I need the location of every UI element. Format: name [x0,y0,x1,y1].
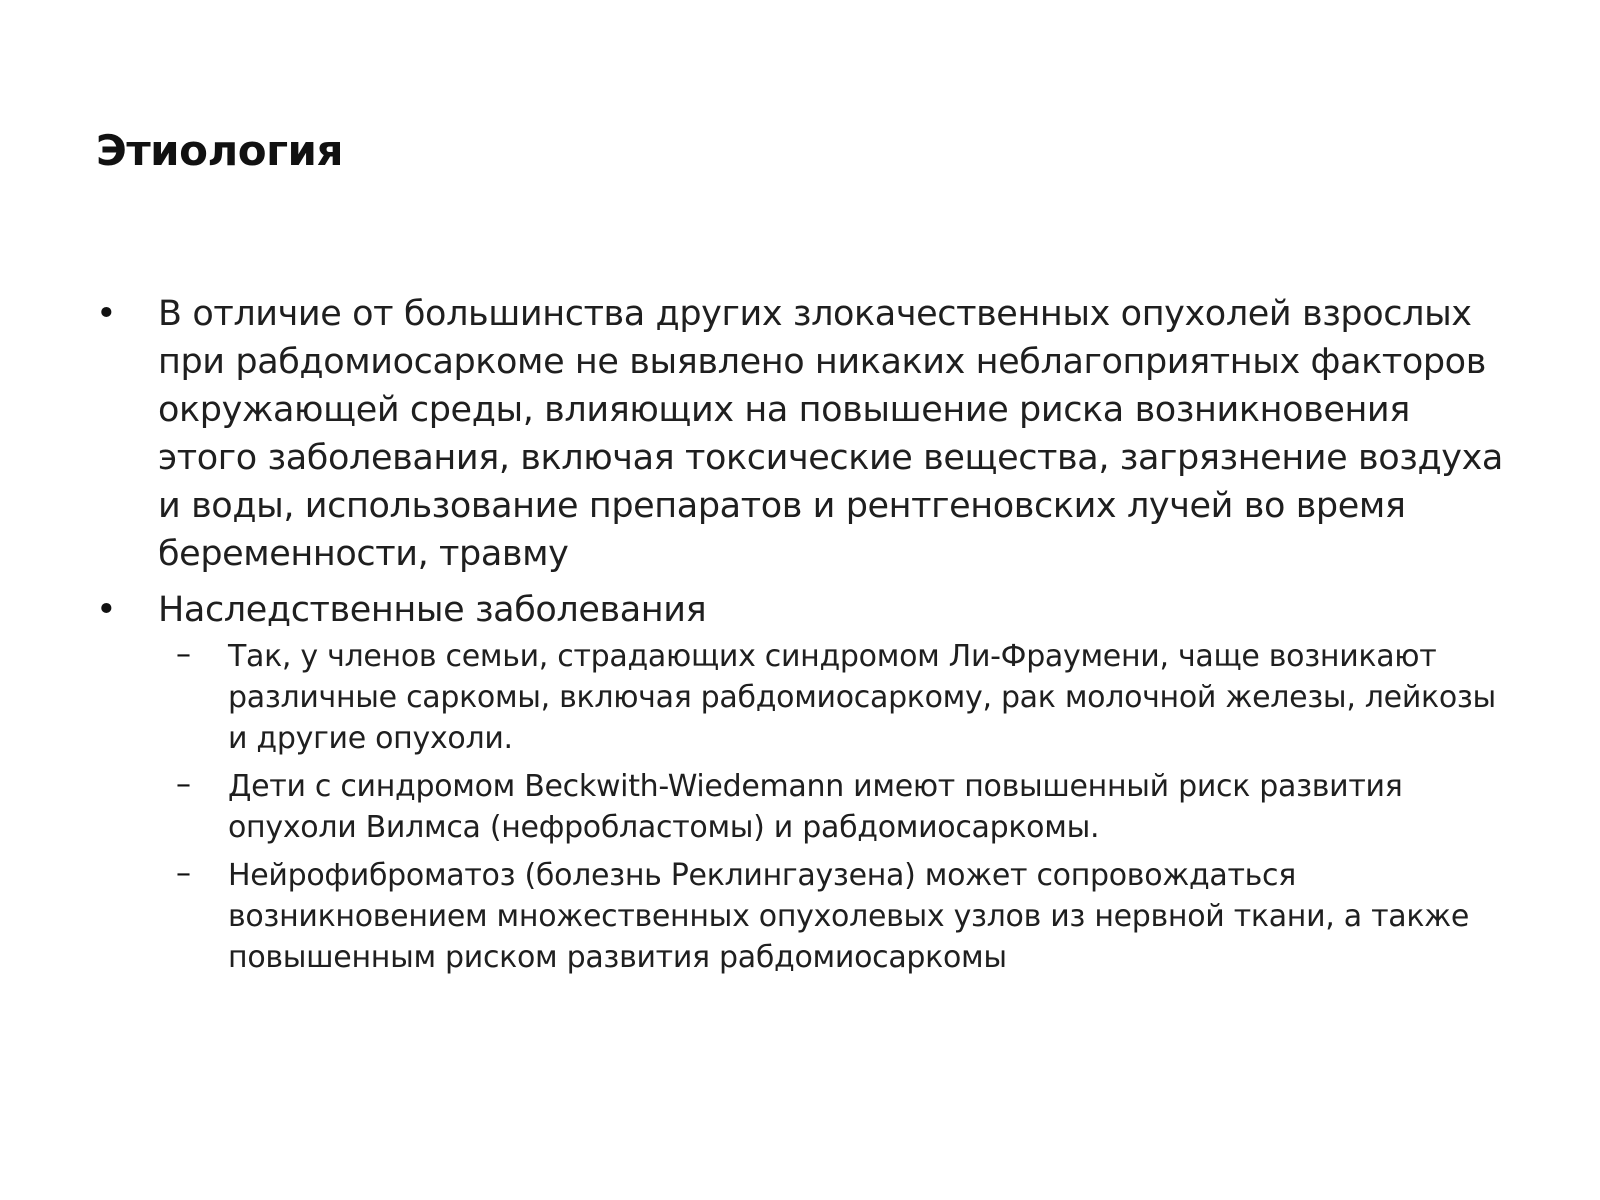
slide-content [96,290,1516,986]
dash-marker: – [176,856,191,891]
bullet-item-hereditary [96,586,1516,978]
sub-item-beckwith-wiedemann [96,766,1516,848]
sub-item-neurofibromatosis [96,855,1516,978]
bullet-marker: • [96,294,117,334]
sub-list [96,636,1516,978]
bullet-item-environment [96,290,1516,578]
bullet-marker: • [96,590,117,630]
bullet-text: Наследственные заболевания [158,590,707,630]
sub-item-text: Так, у членов семьи, страдающих синдромом Ли-Фраумени, чаще возникают различные саркомы, включая рабдомиосаркому, рак молочной железы, лейкозы и другие опухоли. [228,639,1496,756]
dash-marker: – [176,637,191,672]
bullet-text: В отличие от большинства других злокачественных опухолей взрослых при рабдомиосаркоме не выявлено никаких неблагоприятных факторов окружающей среды, влияющих на повышение риска возникновения этого заболевания, включая токсические вещества, загрязнение воздуха и воды, использование препаратов и рентгеновских лучей во время беременности, травму [158,294,1503,574]
slide-title: Этиология [96,126,343,175]
sub-item-li-fraumeni [96,636,1516,759]
dash-marker: – [176,767,191,802]
sub-item-text: Нейрофиброматоз (болезнь Реклингаузена) может сопровождаться возникновением множественных опухолевых узлов из нервной ткани, а также повышенным риском развития рабдомиосаркомы [228,858,1470,975]
sub-item-text: Дети с синдромом Beckwith-Wiedemann имеют повышенный риск развития опухоли Вилмса (нефробластомы) и рабдомиосаркомы. [228,769,1403,845]
